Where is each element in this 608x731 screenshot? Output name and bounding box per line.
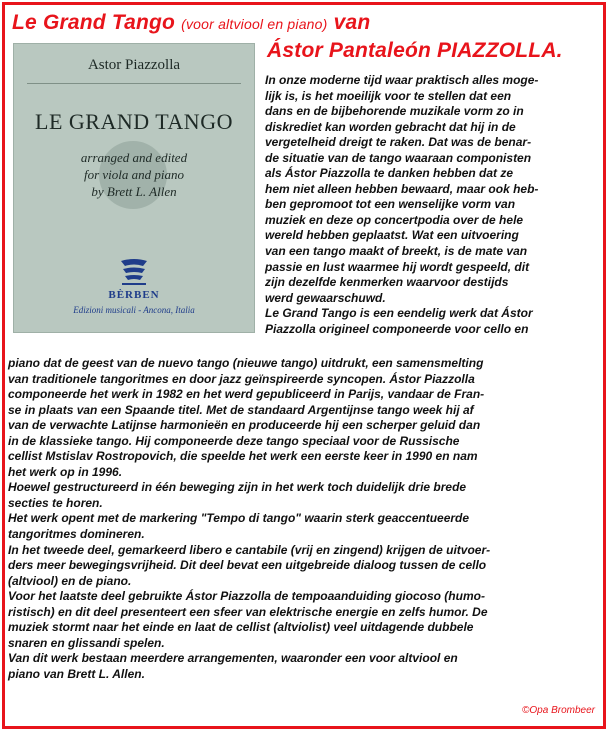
cover-subtitle: arranged and edited for viola and piano by Brett L. Allen (80, 150, 188, 199)
article-line: piano van Brett L. Allen. (8, 666, 145, 681)
article-line: Piazzolla origineel componeerde voor cello en (265, 321, 529, 336)
article-line: ders meer bewegingsvrijheid. Dit deel bevat een uitgebreide dialoog tussen de cello (8, 558, 487, 573)
cover-title: LE GRAND TANGO (35, 109, 233, 134)
title-van: van (333, 11, 371, 34)
article-line: (altviool) en de piano. (8, 573, 132, 588)
article-line: snaren en glissandi spelen. (8, 635, 165, 650)
cover-publisher: BÈRBEN (108, 289, 160, 301)
article-line: lijk is, is het moeilijk voor te stellen dat een (265, 88, 512, 103)
article-line: piano dat de geest van de nuevo tango (nieuwe tango) uitdrukt, een samensmelting (8, 356, 484, 370)
article-line: Le Grand Tango is een eendelig werk dat Ástor (265, 306, 533, 321)
article-line: Voor het laatste deel gebruikte Ástor Piazzolla de tempoaanduiding giocoso (humo- (8, 589, 485, 604)
composer-name: Ástor Pantaleón PIAZZOLLA. (267, 39, 563, 62)
article-line: in de klassieke tango. Hij componeerde deze tango speciaal voor de Russische (8, 433, 460, 448)
article-line: van de verwachte Latijnse harmonieën en produceerde hij een scherper geluid dan (8, 418, 481, 433)
score-cover-image (13, 43, 255, 333)
article-line: cellist Mstislav Rostropovich, die speelde het werk een eerste keer in 1990 en nam (8, 449, 478, 464)
article-line: Het werk opent met de markering "Tempo di tango" waarin sterk geaccentueerde (8, 511, 470, 526)
cover-rule (27, 83, 241, 84)
cover-author: Astor Piazzolla (87, 57, 181, 73)
article-line: tangoritmes domineren. (8, 527, 145, 542)
article-line: van een tango maakt of breekt, is de mate van (265, 244, 528, 259)
article-line: In onze moderne tijd waar praktisch alles moge- (265, 73, 539, 87)
page-frame (2, 2, 606, 729)
article-line: muziek en deze op concertpodia over de hele (265, 212, 524, 227)
cover-publisher-address: Edizioni musicali - Ancona, Italia (73, 305, 195, 315)
article-line: secties te horen. (8, 495, 103, 510)
article-line: dans en de bijbehorende muzikale vorm zo in (265, 104, 524, 119)
copyright-signature: ©Opa Brombeer (522, 705, 595, 716)
article-line: se in plaats van een Spaande titel. Met de standaard Argentijnse tango week hij af (8, 402, 474, 417)
article-line: ristisch) en dit deel presenteert een sfeer van elektrische energie en zelfs humor. De (8, 604, 488, 619)
article-line: vergetelheid dreigt te raken. Dat was de benar- (265, 135, 532, 150)
article-line: van traditionele tangoritmes en door jazz geïnspireerde syncopen. Ástor Piazzolla (8, 371, 475, 386)
article-line: wereld hebben geplaatst. Wat een uitvoering (265, 228, 519, 243)
article-line: ben gepromoot tot een wenselijke vorm van (265, 197, 516, 212)
article-line: werd gewaarschuwd. (265, 290, 386, 305)
article-line: Hoewel gestructureerd in één beweging zijn in het werk toch duidelijk drie brede (8, 480, 467, 495)
article-line: componeerde het werk in 1982 en het werd gepubliceerd in Parijs, vandaar de Fran- (8, 387, 485, 402)
article-line: Van dit werk bestaan meerdere arrangementen, waaronder een voor altviool en (8, 651, 458, 666)
berben-logo-icon (117, 257, 151, 287)
article-right-column (265, 73, 538, 337)
article-line: het werk op in 1996. (8, 464, 123, 479)
title-instrumentation: (voor altviool en piano) (181, 16, 328, 32)
article-line: als Ástor Piazzolla te danken hebben dat ze (265, 166, 514, 181)
article-line: de situatie van de tango waaraan componisten (265, 150, 532, 165)
article-full-width (8, 356, 490, 682)
article-line: muziek stormt naar het einde en laat de cellist (altviolist) veel uitdagende dubbele (8, 620, 474, 635)
page-title (12, 11, 370, 35)
article-line: zijn dezelfde kenmerken waarvoor destijds (265, 275, 509, 290)
article-line: passie en lust waarmee hij wordt gespeeld, dit (265, 259, 530, 274)
article-line: diskrediet kan worden gebracht dat hij in de (265, 119, 516, 134)
article-line: hem niet alleen hebben bewaard, maar ook heb- (265, 181, 539, 196)
title-text: Le Grand Tango (12, 11, 176, 34)
article-line: In het tweede deel, gemarkeerd libero e cantabile (vrij en zingend) krijgen de uitvoer- (8, 542, 491, 557)
